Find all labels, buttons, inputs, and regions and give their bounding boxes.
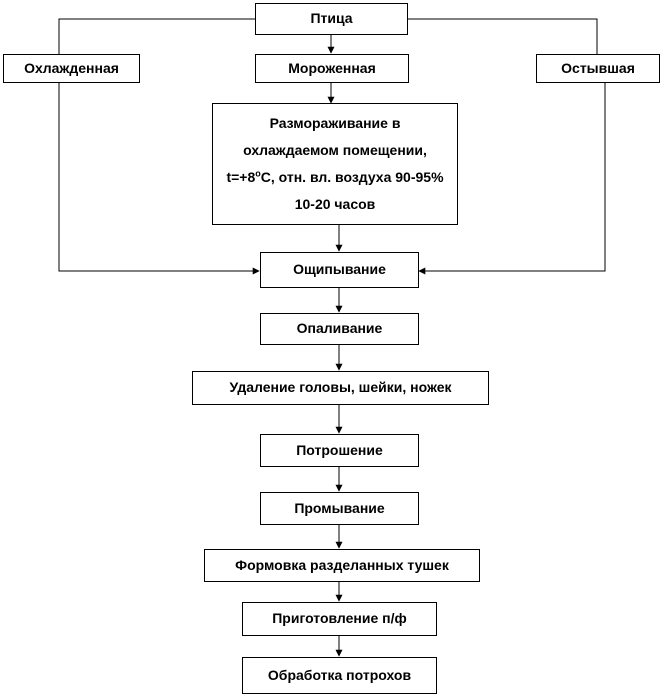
node-thawing <box>212 103 458 225</box>
thaw-degree: о <box>255 168 261 179</box>
node-evisceration: Потрошение <box>260 434 419 467</box>
thaw-text-prefix: Размораживание в охлаждаемом помещении, t=+8 <box>226 115 427 185</box>
node-frozen: Мороженная <box>255 54 409 83</box>
node-giblets: Обработка потрохов <box>242 657 437 694</box>
node-washing: Промывание <box>260 492 419 525</box>
thaw-text-suffix: С, отн. вл. воздуха 90-95% 10-20 часов <box>260 169 444 212</box>
node-bird: Птица <box>255 3 408 35</box>
node-preparation: Приготовление п/ф <box>242 602 437 636</box>
node-cooled: Остывшая <box>536 54 660 83</box>
node-plucking: Ощипывание <box>260 252 419 288</box>
connector-bird-chilled <box>59 19 255 54</box>
connector-bird-cooled <box>407 19 597 54</box>
node-singeing: Опаливание <box>260 313 419 345</box>
node-head-removal: Удаление головы, шейки, ножек <box>192 371 489 405</box>
node-chilled: Охлажденная <box>3 54 140 83</box>
node-forming: Формовка разделанных тушек <box>204 549 480 582</box>
